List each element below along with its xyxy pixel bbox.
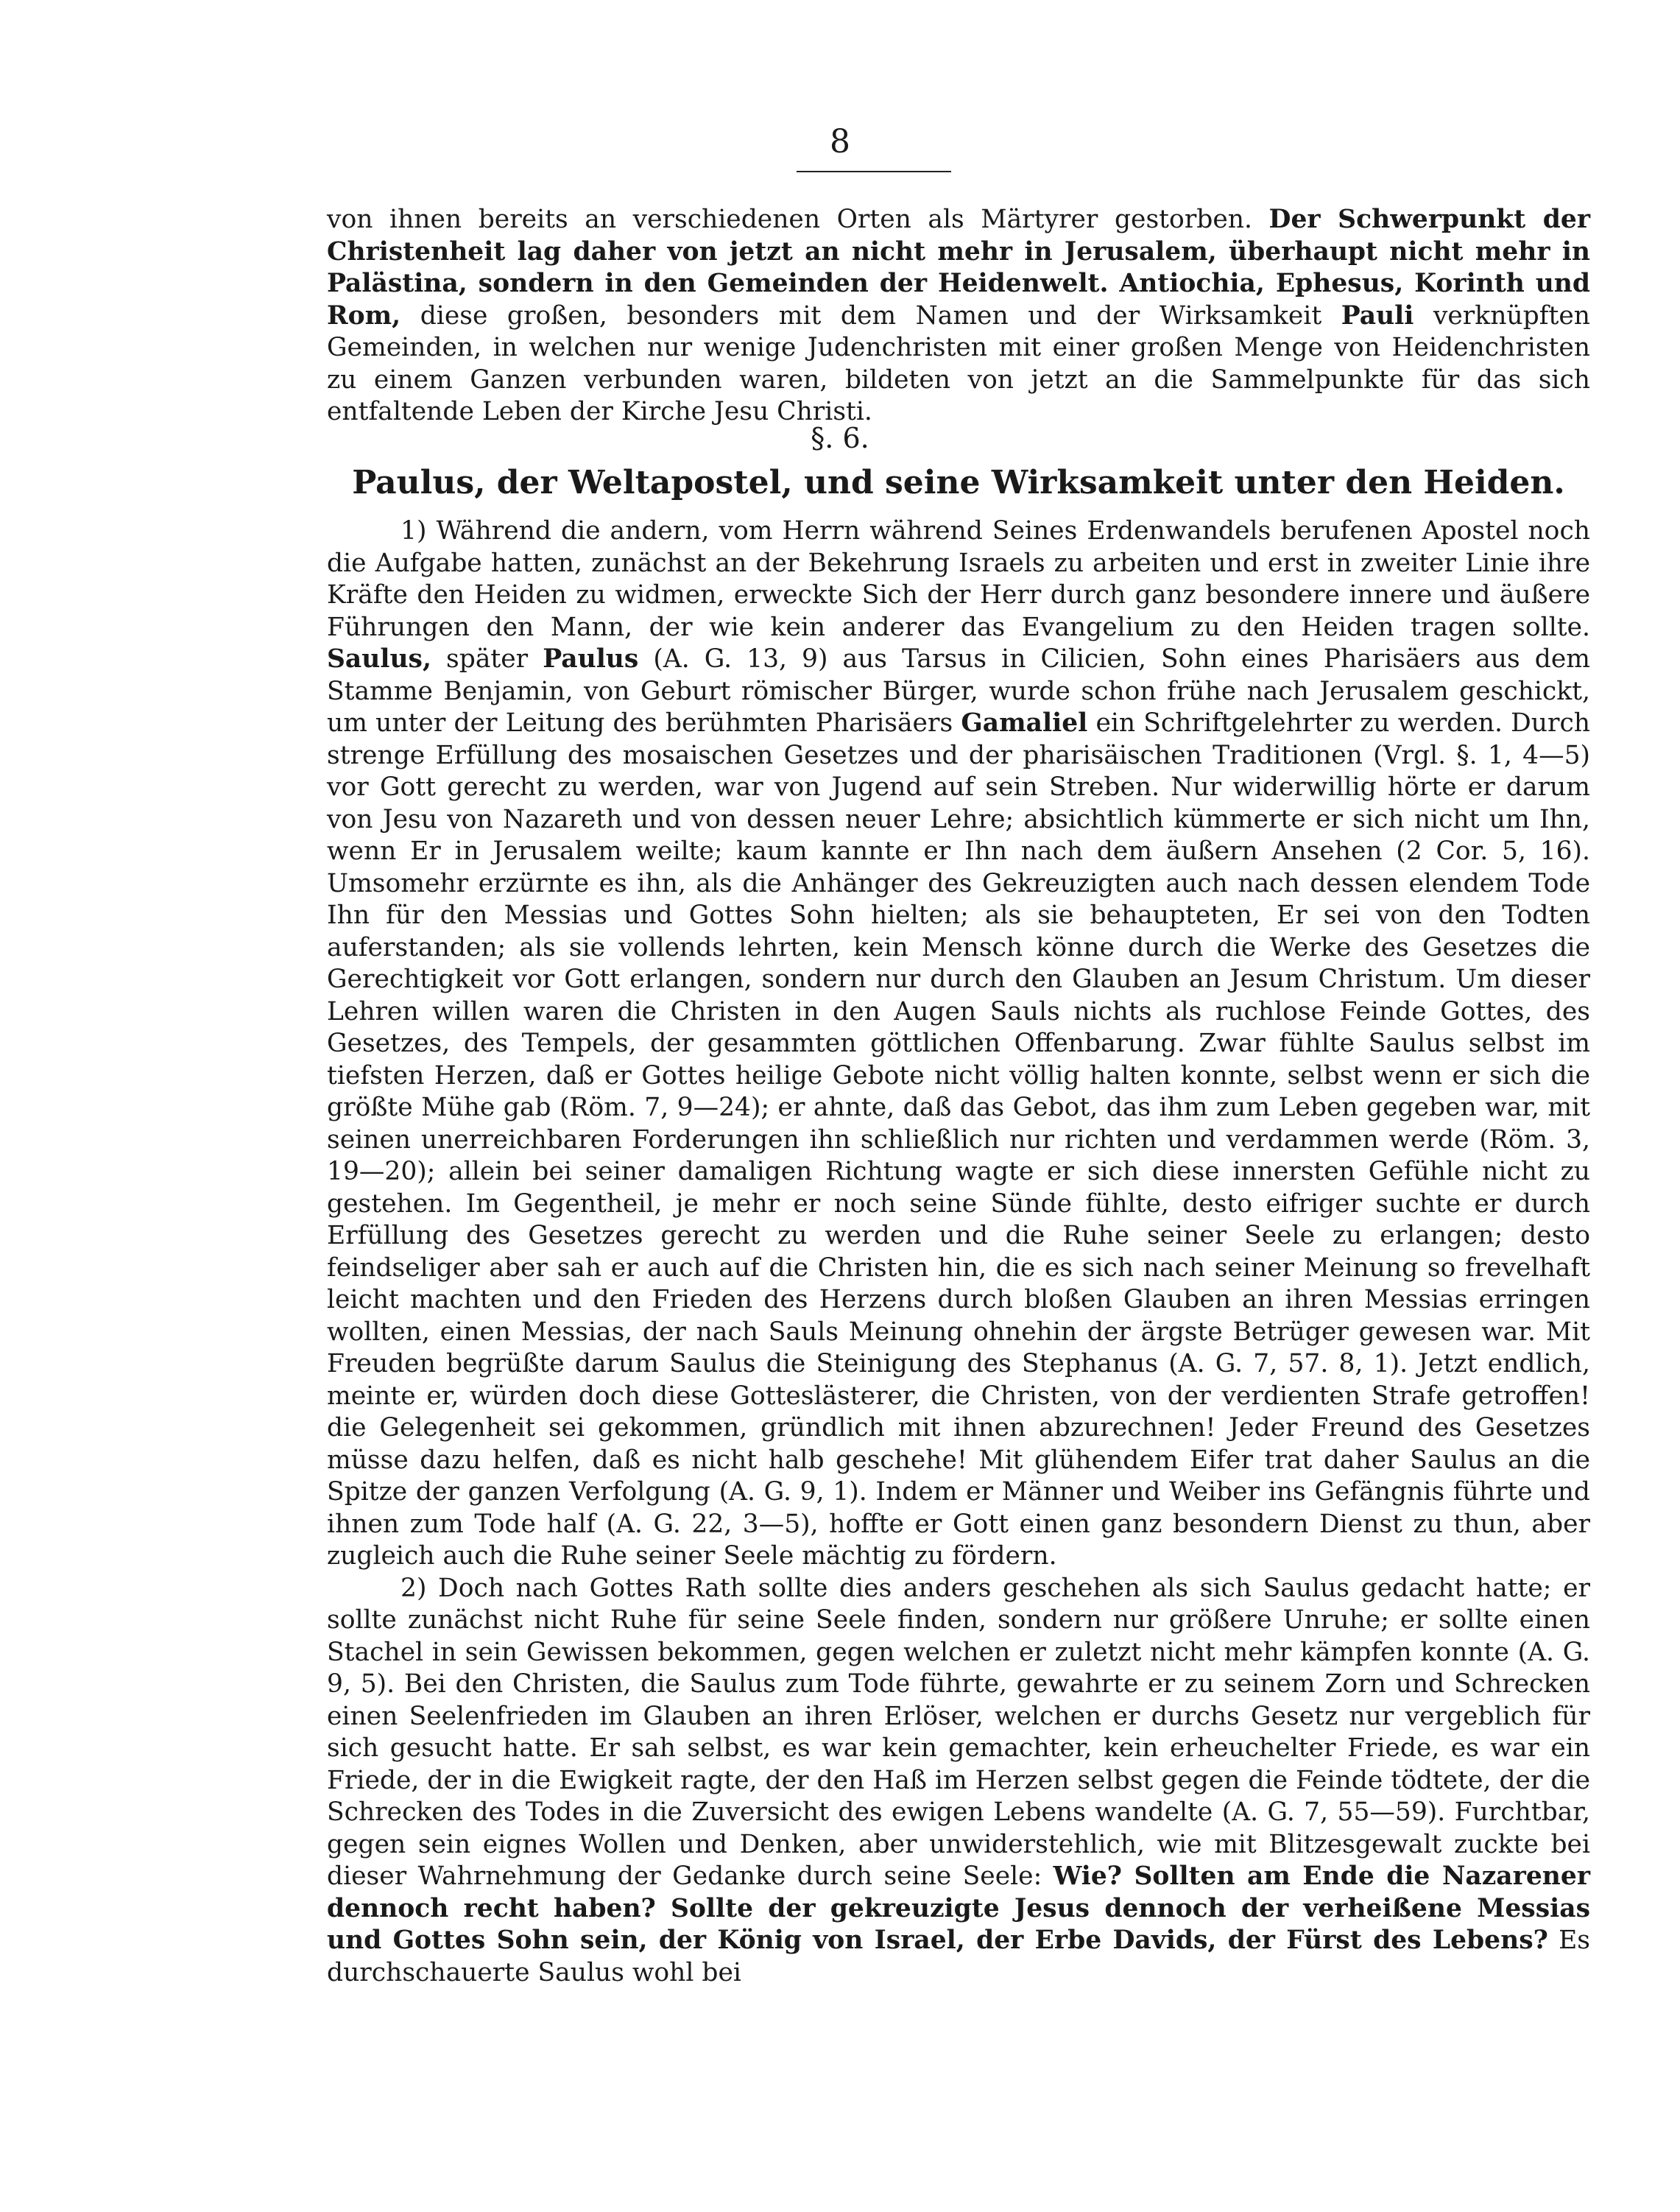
intro-bold-1: Der Schwerpunkt der Christenheit lag daher von jetzt an nicht mehr in Jerusalem, überhaupt nicht mehr in Palästina, sondern in den Gemeinden der Heidenwelt. Antiochia, Ephesus, Korinth und Rom, [327,205,1590,331]
p1-text-3: (A. G. 13, 9) aus Tarsus in Cilicien, Sohn eines Pharisäers aus dem Stamme Benjamin, von Geburt römischer Bürger, wurde schon frühe nach Jerusalem geschickt, um unter der Leitung des berühmten Pharisäers [327,644,1590,738]
body-text [327,515,1590,1989]
p2-text-2: Es durchschauerte Saulus wohl bei [327,1926,1590,1987]
intro-text-1: von ihnen bereits an verschiedenen Orten als Märtyrer gestorben. [327,205,1269,234]
p2-bold-question: Wie? Sollten am Ende die Nazarener dennoch recht haben? Sollte der gekreuzigte Jesus dennoch der verheißene Messias und Gottes Sohn sein, der König von Israel, der Erbe Davids, der Fürst des Lebens? [327,1861,1590,1955]
header-rule [797,171,951,172]
p1-bold-paulus: Paulus [543,644,639,674]
p1-bold-gamaliel: Gamaliel [961,708,1088,738]
intro-paragraph [327,204,1590,429]
paragraph-2 [327,1573,1590,1990]
page-number: 8 [830,123,850,161]
p1-bold-saulus: Saulus, [327,644,431,674]
p1-text-1: 1) Während die andern, vom Herrn während Seines Erdenwandels berufenen Apostel noch die Aufgabe hatten, zunächst an der Bekehrung Israels zu arbeiten und erst in zweiter Linie ihre Kräfte den Heiden zu widmen, erweckte Sich der Herr durch ganz besondere innere und äußere Führungen den Mann, der wie kein anderer das Evangelium zu den Heiden tragen sollte. [327,516,1590,642]
intro-text-3: verknüpften Gemeinden, in welchen nur wenige Judenchristen mit einer großen Menge von Heidenchristen zu einem Ganzen verbunden waren, bildeten von jetzt an die Sammelpunkte für das sich entfaltende Leben der Kirche Jesu Christi. [327,300,1590,426]
intro-bold-2: Pauli [1341,300,1414,331]
p1-text-2: später [431,644,543,674]
p1-text-4: ein Schriftgelehrter zu werden. Durch strenge Erfüllung des mosaischen Gesetzes und der pharisäischen Traditionen (Vrgl. §. 1, 4—5) vor Gott gerecht zu werden, war von Jugend auf sein Streben. Nur widerwillig hörte er darum von Jesu von Nazareth und von dessen neuer Lehre; absichtlich kümmerte er sich nicht um Ihn, wenn Er in Jerusalem weilte; kaum kannte er Ihn nach dem äußern Ansehen (2 Cor. 5, 16). Umsomehr erzürnte es ihn, als die Anhänger des Gekreuzigten auch nach dessen elendem Tode Ihn für den Messias und Gottes Sohn hielten; als sie behaupteten, Er sei von den Todten auferstanden; als sie vollends lehrten, kein Mensch könne durch die Werke des Gesetzes die Gerechtigkeit vor Gott erlangen, sondern nur durch den Glauben an Jesum Christum. Um dieser Lehren willen waren die Christen in den Augen Sauls nichts als ruchlose Feinde Gottes, des Gesetzes, des Tempels, der gesammten göttlichen Offenbarung. Zwar fühlte Saulus selbst im tiefsten Herzen, daß er Gottes heilige Gebote nicht völlig halten konnte, selbst wenn er sich die größte Mühe gab (Röm. 7, 9—24); er ahnte, daß das Gebot, das ihm zum Leben gegeben war, mit seinen unerreichbaren Forderungen ihn schließlich nur richten und verdammen werde (Röm. 3, 19—20); allein bei seiner damaligen Richtung wagte er sich diese innersten Gefühle nicht zu gestehen. Im Gegentheil, je mehr er noch seine Sünde fühlte, desto eifriger suchte er durch Erfüllung des Gesetzes gerecht zu werden und die Ruhe seiner Seele zu erlangen; desto feindseliger aber sah er auch auf die Christen hin, die es sich nach seiner Meinung so frevelhaft leicht machten und den Frieden des Herzens durch bloßen Glauben an ihren Messias erringen wollten, einen Messias, der nach Sauls Meinung ohnehin der ärgste Betrüger gewesen war. Mit Freuden begrüßte darum Saulus die Steinigung des Stephanus (A. G. 7, 57. 8, 1). Jetzt endlich, meinte er, würden doch diese Gotteslästerer, die Christen, von der verdienten Strafe getroffen! die Gelegenheit sei gekommen, gründlich mit ihnen abzurechnen! Jeder Freund des Gesetzes müsse dazu helfen, daß es nicht halb geschehe! Mit glühendem Eifer trat daher Saulus an die Spitze der ganzen Verfolgung (A. G. 9, 1). Indem er Männer und Weiber ins Gefängnis führte und ihnen zum Tode half (A. G. 22, 3—5), hoffte er Gott einen ganz besondern Dienst zu thun, aber zugleich auch die Ruhe seiner Seele mächtig zu fördern. [327,708,1590,1571]
intro-text-2: diese großen, besonders mit dem Namen und der Wirksamkeit [400,300,1341,331]
section-title: Paulus, der Weltapostel, und seine Wirksamkeit unter den Heiden. [352,464,1565,501]
section-number: §. 6. [811,422,869,454]
paragraph-1 [327,515,1590,1573]
p2-text-1: 2) Doch nach Gottes Rath sollte dies anders geschehen als sich Saulus gedacht hatte; er sollte zunächst nicht Ruhe für seine Seele finden, sondern nur größere Unruhe; er sollte einen Stachel in sein Gewissen bekommen, gegen welchen er zuletzt nicht mehr kämpfen konnte (A. G. 9, 5). Bei den Christen, die Saulus zum Tode führte, gewahrte er zu seinem Zorn und Schrecken einen Seelenfrieden im Glauben an ihren Erlöser, welchen er durchs Gesetz nur vergeblich für sich gesucht hatte. Er sah selbst, es war kein gemachter, kein erheuchelter Friede, es war ein Friede, der in die Ewigkeit ragte, der den Haß im Herzen selbst gegen die Feinde tödtete, der die Schrecken des Todes in die Zuversicht des ewigen Lebens wandelte (A. G. 7, 55—59). Furchtbar, gegen sein eignes Wollen und Denken, aber unwiderstehlich, wie mit Blitzesgewalt zuckte bei dieser Wahrnehmung der Gedanke durch seine Seele: [327,1573,1590,1891]
